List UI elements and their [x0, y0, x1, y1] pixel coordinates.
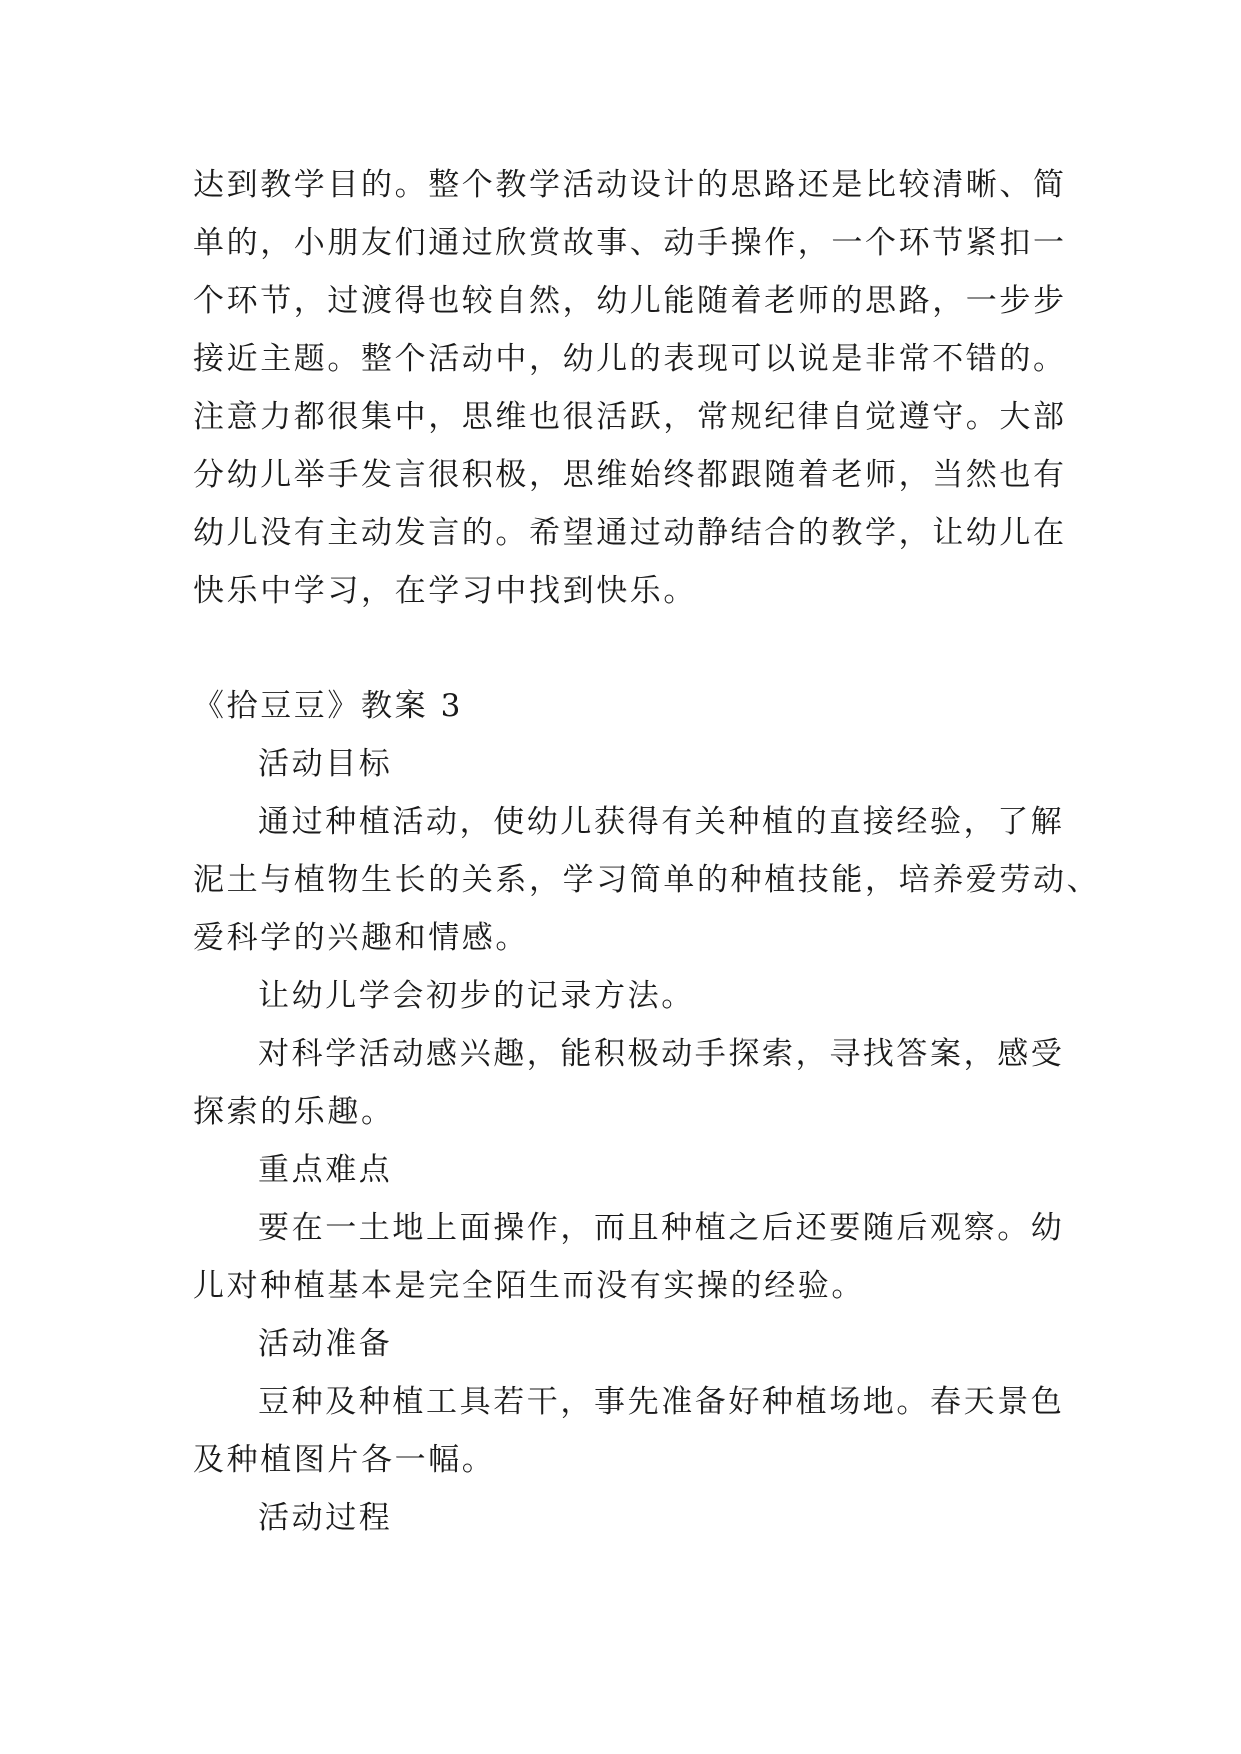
- intro-paragraph-line: 快乐中学习，在学习中找到快乐。: [193, 573, 697, 609]
- key-points-paragraph-line: 儿对种植基本是完全陌生而没有实操的经验。: [193, 1268, 865, 1304]
- goals-paragraph-line: 泥土与植物生长的关系，学习简单的种植技能，培养爱劳动、: [193, 862, 1101, 898]
- process-heading: 活动过程: [258, 1500, 393, 1536]
- intro-paragraph-line: 注意力都很集中，思维也很活跃，常规纪律自觉遵守。大部: [193, 399, 1067, 435]
- intro-paragraph-line: 分幼儿举手发言很积极，思维始终都跟随着老师，当然也有: [193, 457, 1067, 493]
- intro-paragraph-line: 幼儿没有主动发言的。希望通过动静结合的教学，让幼儿在: [193, 515, 1067, 551]
- section-title: 《拾豆豆》教案 3: [193, 688, 463, 724]
- key-points-paragraph-line: 要在一土地上面操作，而且种植之后还要随后观察。幼: [258, 1210, 1065, 1246]
- preparation-paragraph-line: 豆种及种植工具若干，事先准备好种植场地。春天景色: [258, 1384, 1065, 1420]
- key-points-heading: 重点难点: [258, 1152, 393, 1188]
- intro-paragraph-line: 接近主题。整个活动中，幼儿的表现可以说是非常不错的。: [193, 341, 1067, 377]
- goals-paragraph-line: 通过种植活动，使幼儿获得有关种植的直接经验，了解: [258, 804, 1065, 840]
- preparation-heading: 活动准备: [258, 1326, 393, 1362]
- intro-paragraph-line: 个环节，过渡得也较自然，幼儿能随着老师的思路，一步步: [193, 283, 1067, 319]
- goals-paragraph-line: 探索的乐趣。: [193, 1094, 395, 1130]
- goals-paragraph-line: 对科学活动感兴趣，能积极动手探索，寻找答案，感受: [258, 1036, 1065, 1072]
- goals-paragraph-line: 爱科学的兴趣和情感。: [193, 920, 529, 956]
- preparation-paragraph-line: 及种植图片各一幅。: [193, 1442, 496, 1478]
- intro-paragraph-line: 单的，小朋友们通过欣赏故事、动手操作，一个环节紧扣一: [193, 225, 1067, 261]
- intro-paragraph-line: 达到教学目的。整个教学活动设计的思路还是比较清晰、简: [193, 167, 1067, 203]
- goals-paragraph-line: 让幼儿学会初步的记录方法。: [258, 978, 695, 1014]
- goals-heading: 活动目标: [258, 746, 393, 782]
